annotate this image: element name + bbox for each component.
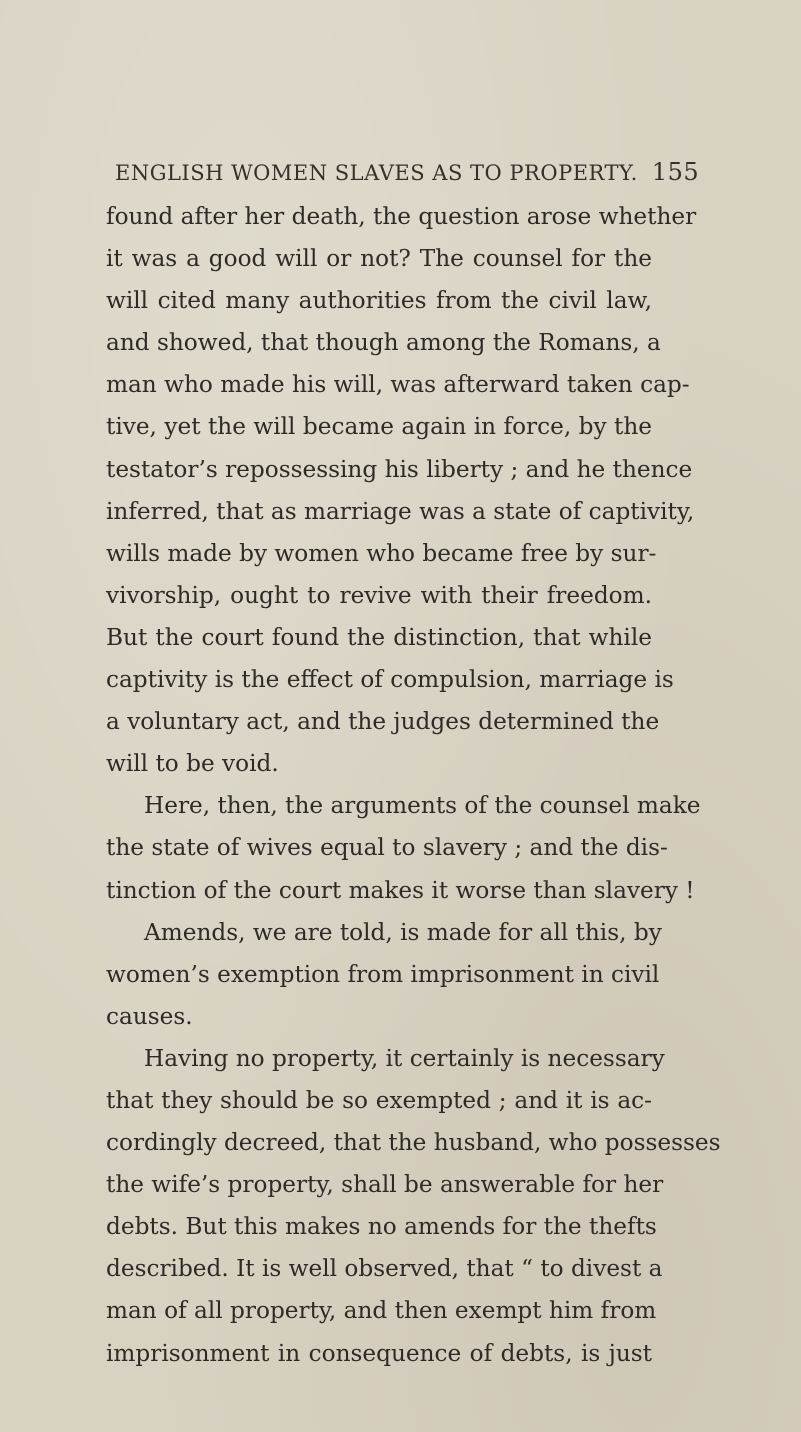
running-head	[115, 158, 700, 186]
text-line: man who made his will, was afterward taken cap-	[106, 371, 690, 399]
text-line: debts. But this makes no amends for the thefts	[106, 1213, 657, 1241]
text-line: tive, yet the will became again in force, by the	[106, 413, 652, 441]
text-line: imprisonment in consequence of debts, is just	[106, 1339, 652, 1367]
text-line: testator’s repossessing his liberty ; and he thence	[106, 455, 693, 483]
text-line: cordingly decreed, that the husband, who possesses	[106, 1129, 721, 1157]
text-line: found after her death, the question arose whether	[106, 203, 697, 230]
text-line: described. It is well observed, that “ to divest a	[106, 1255, 663, 1283]
text-line: Here, then, the arguments of the counsel make	[144, 792, 701, 820]
text-line: captivity is the effect of compulsion, marriage is	[106, 666, 674, 694]
text-line: tinction of the court makes it worse than slavery !	[106, 876, 695, 904]
text-line: it was a good will or not? The counsel for the	[106, 245, 652, 273]
text-line: the state of wives equal to slavery ; and the dis-	[106, 834, 668, 862]
text-line: women’s exemption from imprisonment in civil	[106, 960, 660, 988]
text-line: a voluntary act, and the judges determined the	[106, 708, 660, 736]
body-text	[106, 196, 721, 1375]
running-head-title: ENGLISH WOMEN SLAVES AS TO PROPERTY.	[115, 161, 638, 185]
text-line: causes.	[106, 1002, 193, 1030]
text-line: Having no property, it certainly is necessary	[144, 1044, 665, 1072]
text-line: will cited many authorities from the civil law,	[106, 287, 652, 315]
text-line: man of all property, and then exempt him from	[106, 1297, 657, 1325]
page-number: 155	[651, 158, 700, 186]
text-line: wills made by women who became free by sur-	[106, 539, 657, 567]
text-line: vivorship, ought to revive with their freedom.	[106, 581, 652, 609]
text-line: that they should be so exempted ; and it is ac-	[106, 1086, 652, 1114]
text-line: Amends, we are told, is made for all this, by	[144, 918, 662, 946]
text-line: inferred, that as marriage was a state of captivity,	[106, 497, 695, 525]
text-line: But the court found the distinction, that while	[106, 623, 652, 651]
text-line: will to be void.	[106, 750, 279, 778]
text-line: and showed, that though among the Romans, a	[106, 329, 661, 357]
text-line: the wife’s property, shall be answerable for her	[106, 1171, 664, 1199]
